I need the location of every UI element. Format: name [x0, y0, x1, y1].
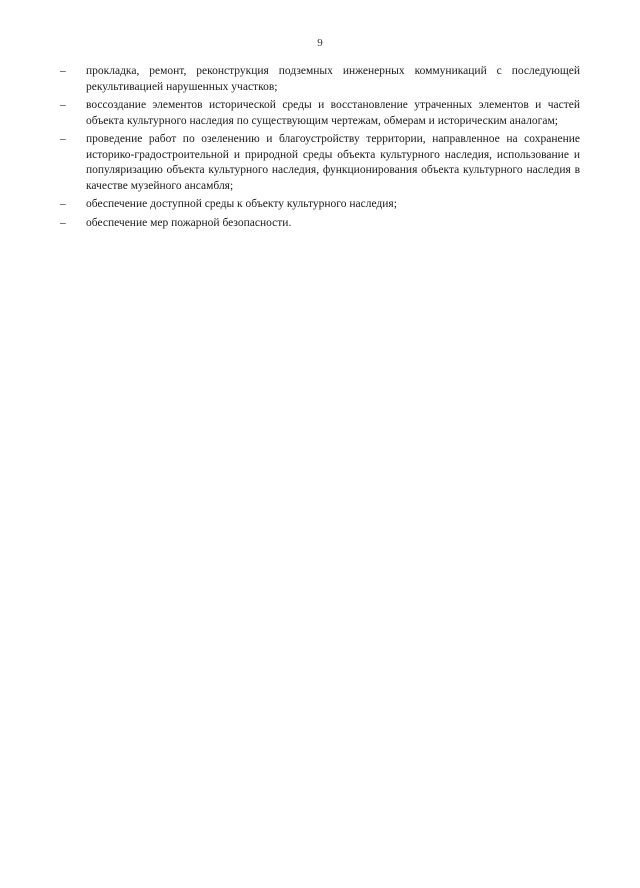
dash-bullet-icon: –: [60, 216, 66, 229]
list-item-text: обеспечение мер пожарной безопасности.: [86, 216, 292, 229]
list-item-text: проведение работ по озеленению и благоустройству территории, направленное на сохранение историко-градостроительной и природной среды объекта культурного наследия, использование и популяризацию объекта культурного наследия, функционирования объекта культурного наследия в качестве музейного ансамбля;: [86, 133, 580, 192]
bullet-list: [60, 64, 580, 234]
list-item-text: обеспечение доступной среды к объекту культурного наследия;: [86, 198, 397, 210]
dash-bullet-icon: –: [60, 99, 66, 111]
list-item: [60, 64, 580, 95]
dash-bullet-icon: –: [60, 133, 66, 145]
list-item-text: прокладка, ремонт, реконструкция подземных инженерных коммуникаций с последующей рекультивацией нарушенных участков;: [86, 65, 580, 93]
dash-bullet-icon: –: [60, 198, 66, 210]
page-number: 9: [317, 37, 323, 49]
list-item: [60, 216, 580, 232]
list-item: [60, 98, 580, 129]
dash-bullet-icon: –: [60, 65, 66, 77]
list-item: [60, 197, 580, 213]
list-item: [60, 132, 580, 194]
list-item-text: воссоздание элементов исторической среды и восстановление утраченных элементов и частей объекта культурного наследия по существующим чертежам, обмерам и историческим аналогам;: [86, 99, 580, 127]
